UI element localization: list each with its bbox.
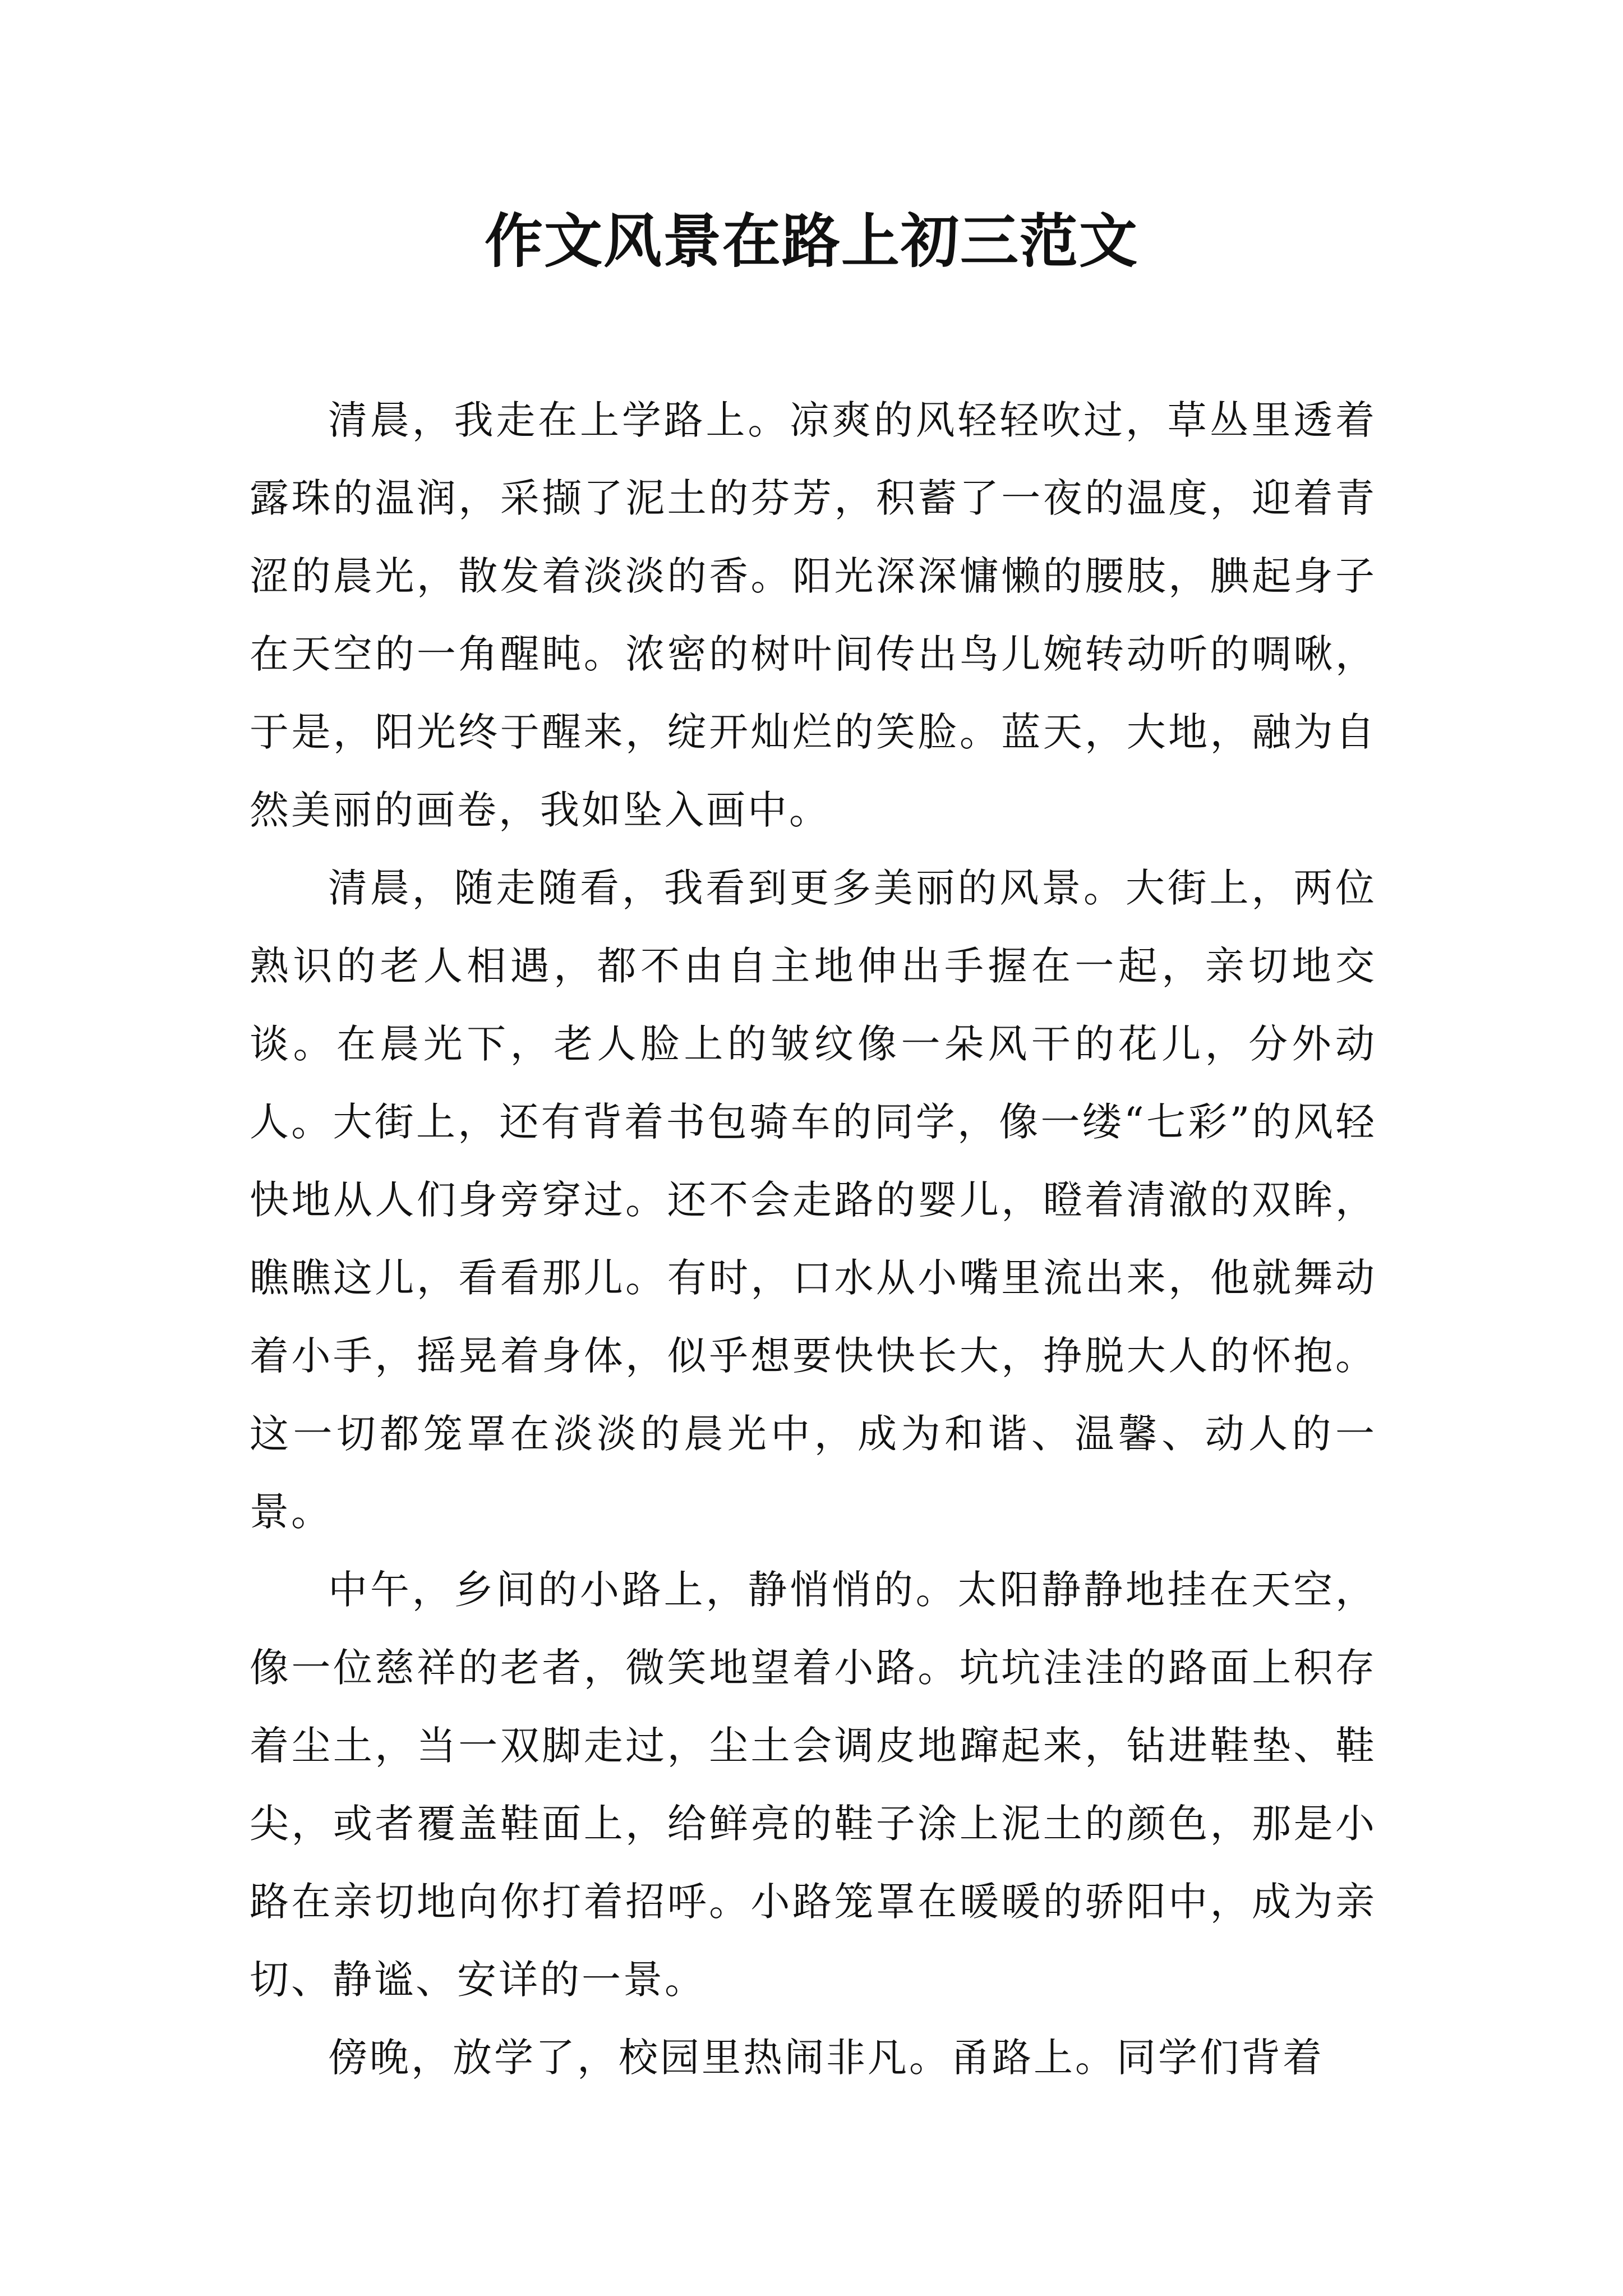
paragraph-4: 傍晚，放学了，校园里热闹非凡。甬路上。同学们背着: [328, 2035, 1324, 2081]
document-title: 作文风景在路上初三范文: [484, 206, 1138, 275]
paragraph-2: 清晨，随走随看，我看到更多美丽的风景。大街上，两位熟识的老人相遇，都不由自主地伸出手握在一起，亲切地交谈。在晨光下，老人脸上的皱纹像一朵风干的花儿，分外动人。大街上，还有背着书包骑车的同学，像一缕“七彩”的风轻快地从人们身旁穿过。还不会走路的婴儿，瞪着清澈的双眸，瞧瞧这儿，看看那儿。有时，口水从小嘴里流出来，他就舞动着小手，摇晃着身体，似乎想要快快长大，挣脱大人的怀抱。这一切都笼罩在淡淡的晨光中，成为和谐、温馨、动人的一景。: [250, 865, 1377, 1535]
paragraph-3: 中午，乡间的小路上，静悄悄的。太阳静静地挂在天空，像一位慈祥的老者，微笑地望着小路。坑坑洼洼的路面上积存着尘土，当一双脚走过，尘土会调皮地蹿起来，钻进鞋垫、鞋尖，或者覆盖鞋面上，给鲜亮的鞋子涂上泥土的颜色，那是小路在亲切地向你打着招呼。小路笼罩在暖暖的骄阳中，成为亲切、静谧、安详的一景。: [250, 1567, 1377, 2003]
paragraph-1: 清晨，我走在上学路上。凉爽的风轻轻吹过，草丛里透着露珠的温润，采撷了泥土的芬芳，积蓄了一夜的温度，迎着青涩的晨光，散发着淡淡的香。阳光深深慵懒的腰肢，腆起身子在天空的一角醒盹。浓密的树叶间传出鸟儿婉转动听的啁啾，于是，阳光终于醒来，绽开灿烂的笑脸。蓝天，大地，融为自然美丽的画卷，我如坠入画中。: [250, 397, 1377, 833]
document-body: [250, 381, 1377, 2097]
